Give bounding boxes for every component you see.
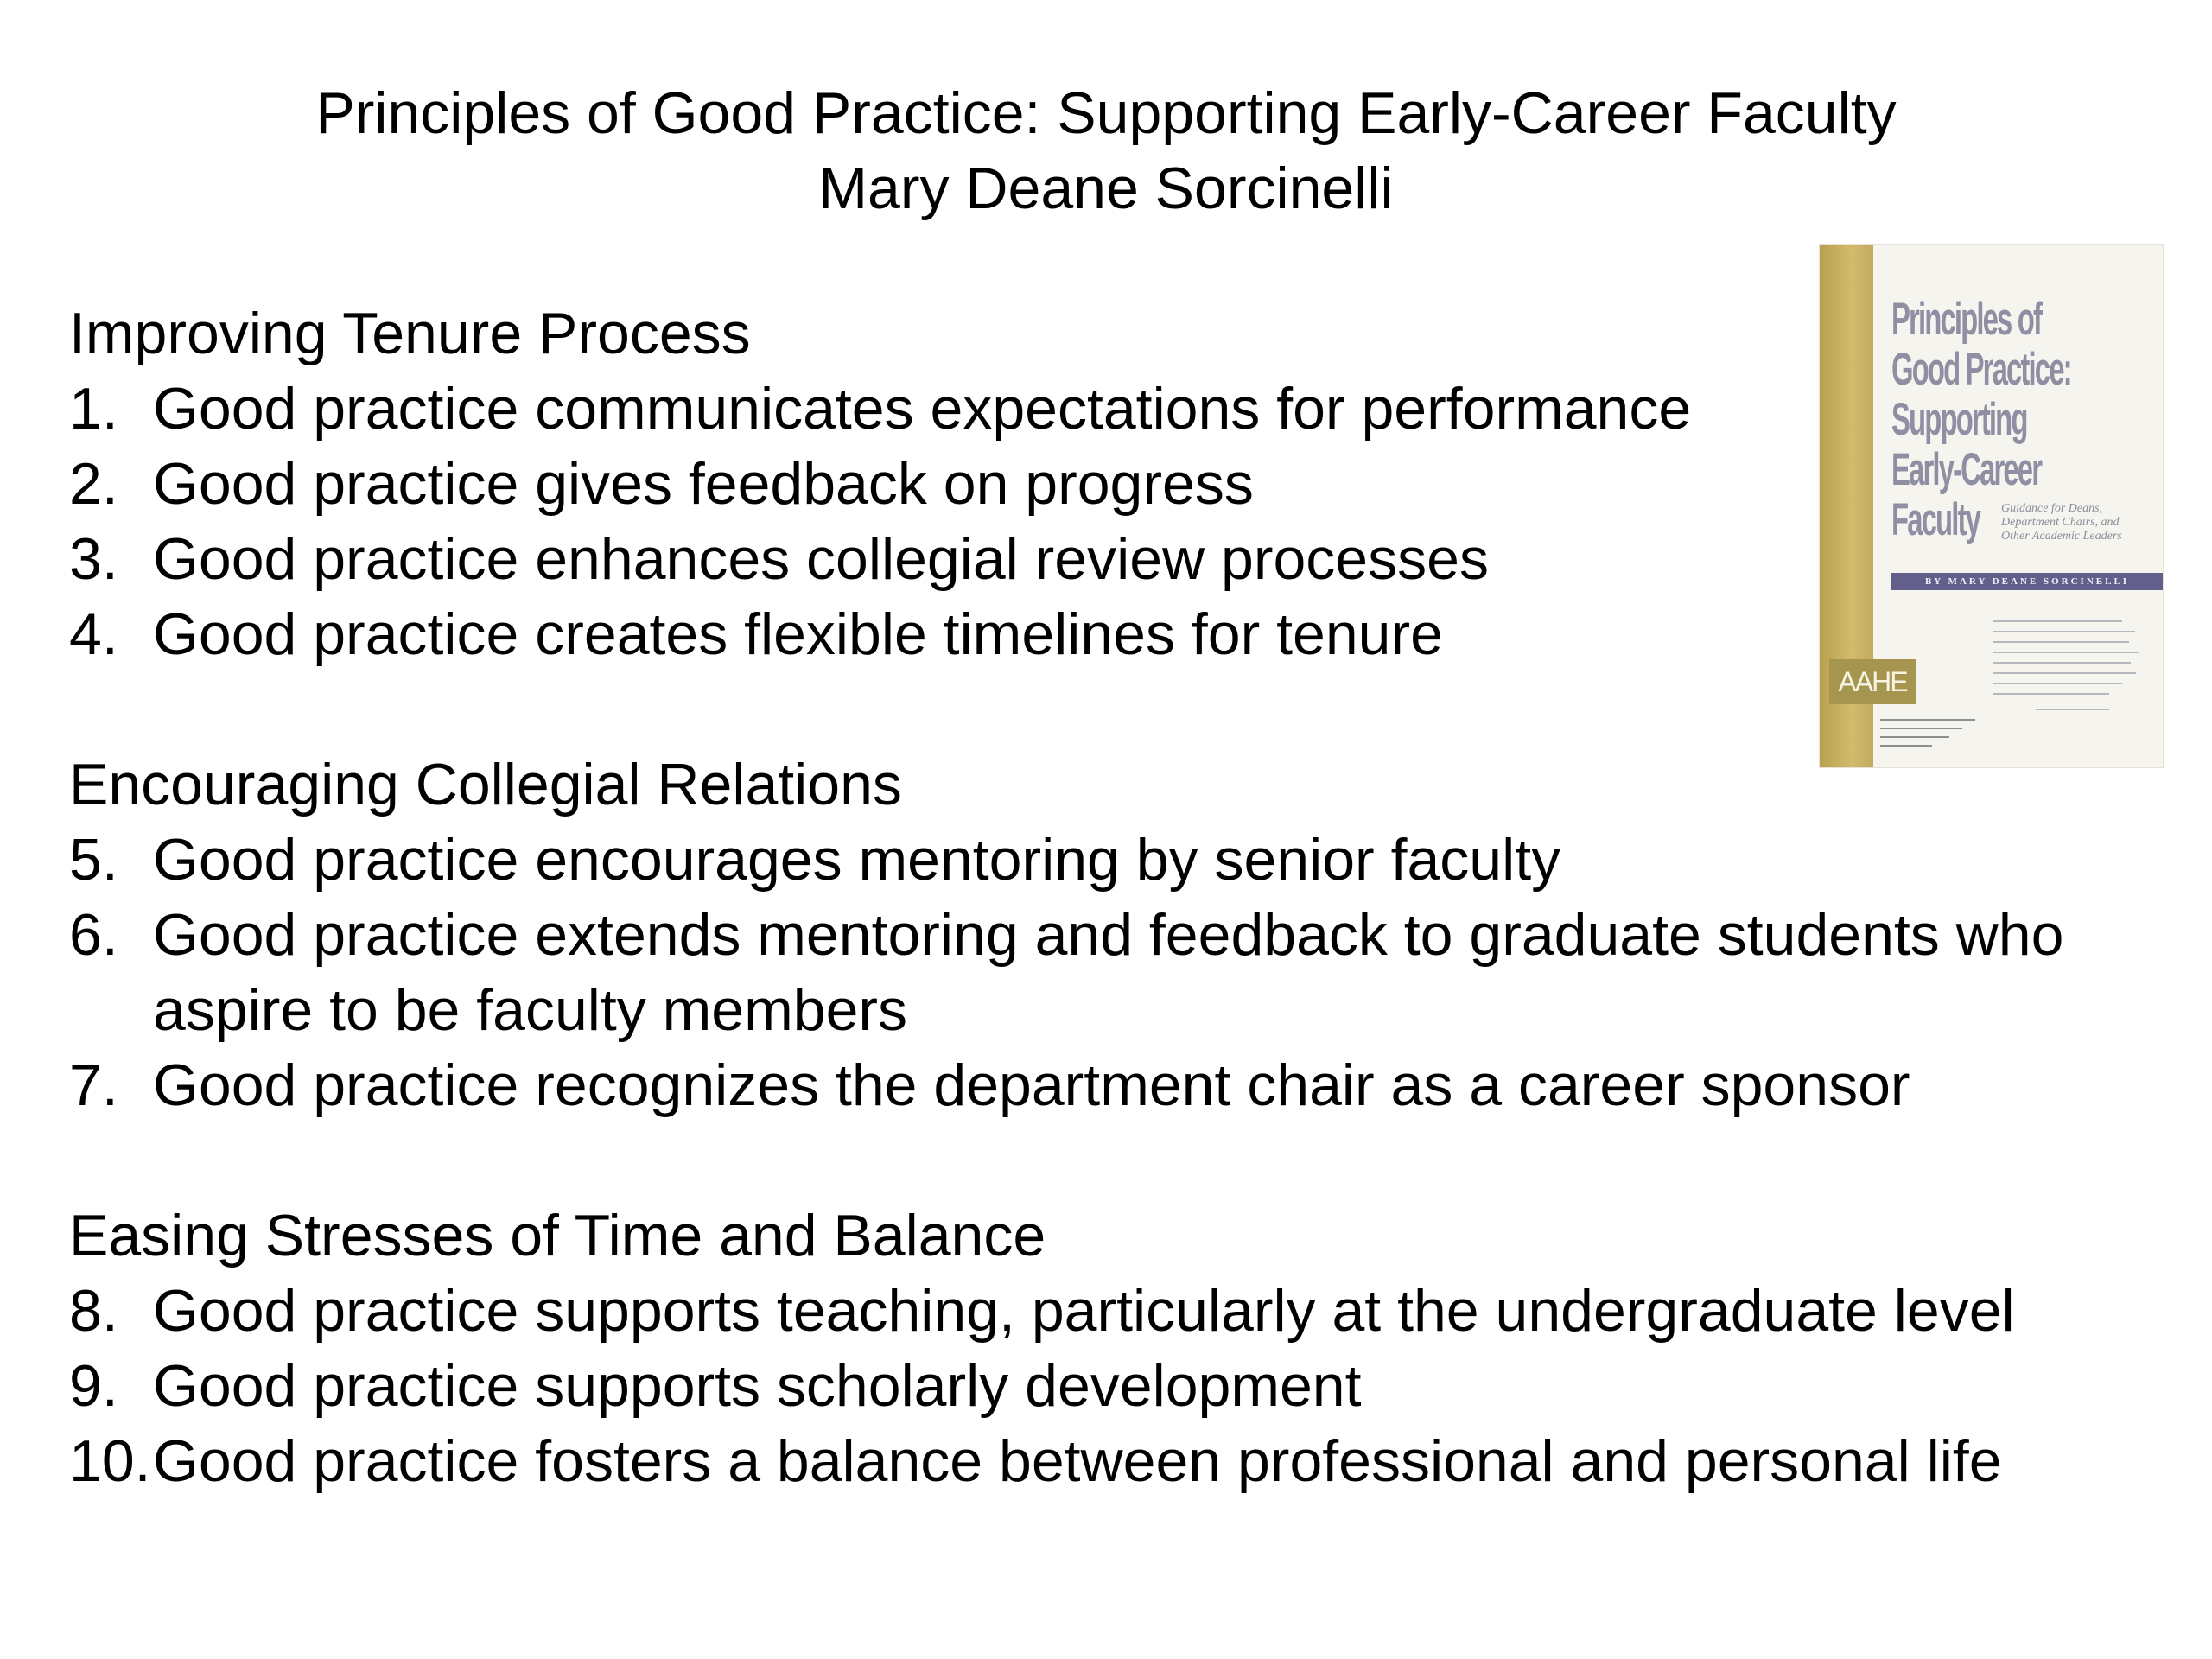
book-title-line: Supporting: [1891, 394, 2027, 445]
book-title-line: Principles of: [1891, 294, 2042, 345]
book-publisher-text: [1880, 715, 1984, 753]
item-text: Good practice encourages mentoring by senior faculty: [153, 827, 1561, 893]
item-number: 1.: [69, 376, 118, 442]
section-time-balance: [69, 1198, 2160, 1499]
item-number: 8.: [69, 1278, 118, 1344]
item-number: 7.: [69, 1052, 118, 1118]
book-quote-text: [1993, 616, 2144, 723]
item-text: Good practice fosters a balance between professional and personal life: [153, 1428, 2002, 1494]
book-title-line: Good Practice:: [1891, 344, 2071, 395]
book-cover-image: [1820, 245, 2163, 767]
author-name: Mary Deane Sorcinelli: [818, 156, 1394, 221]
title-line-1: Principles of Good Practice: Supporting Early-Career Faculty: [315, 80, 1897, 146]
item-text: Good practice recognizes the department chair as a career sponsor: [153, 1052, 1910, 1118]
book-author: BY MARY DEANE SORCINELLI: [1891, 573, 2163, 590]
item-number: 9.: [69, 1353, 118, 1419]
list-item: [69, 1424, 2160, 1499]
book-publisher-lines: [1880, 715, 1984, 750]
item-number: 4.: [69, 601, 118, 667]
book-title-line: Early-Career: [1891, 444, 2042, 495]
item-text: Good practice supports scholarly development: [153, 1353, 1362, 1419]
item-number: 5.: [69, 827, 118, 893]
section-heading: Improving Tenure Process: [69, 301, 751, 366]
item-number: 10.: [69, 1428, 151, 1494]
list-item: [69, 823, 2160, 898]
item-number: 6.: [69, 902, 118, 968]
list-item: [69, 1274, 2160, 1349]
item-number: 2.: [69, 451, 118, 517]
book-quote-lines: [1993, 616, 2144, 720]
list-item: [69, 1048, 2160, 1123]
book-subtitle: Guidance for Deans, Department Chairs, and Other Academic Leaders: [2001, 502, 2122, 543]
slide-title: [0, 76, 2212, 226]
list-item: [69, 1349, 2160, 1424]
aahe-logo: AAHE: [1829, 659, 1916, 704]
section-collegial-relations: [69, 747, 2160, 1123]
list-item: [69, 898, 2160, 1048]
item-text: Good practice supports teaching, particularly at the undergraduate level: [153, 1278, 2015, 1344]
item-text: Good practice creates flexible timelines for tenure: [153, 601, 1443, 667]
item-text: Good practice gives feedback on progress: [153, 451, 1254, 517]
item-text: Good practice communicates expectations for performance: [153, 376, 1692, 442]
item-text: Good practice extends mentoring and feedback to graduate students who aspire to be faculty members: [153, 902, 2064, 1043]
item-text: Good practice enhances collegial review processes: [153, 526, 1489, 592]
book-title-line: Faculty: [1891, 494, 1980, 545]
section-heading: Encouraging Collegial Relations: [69, 752, 902, 817]
item-number: 3.: [69, 526, 118, 592]
section-heading: Easing Stresses of Time and Balance: [69, 1203, 1046, 1268]
